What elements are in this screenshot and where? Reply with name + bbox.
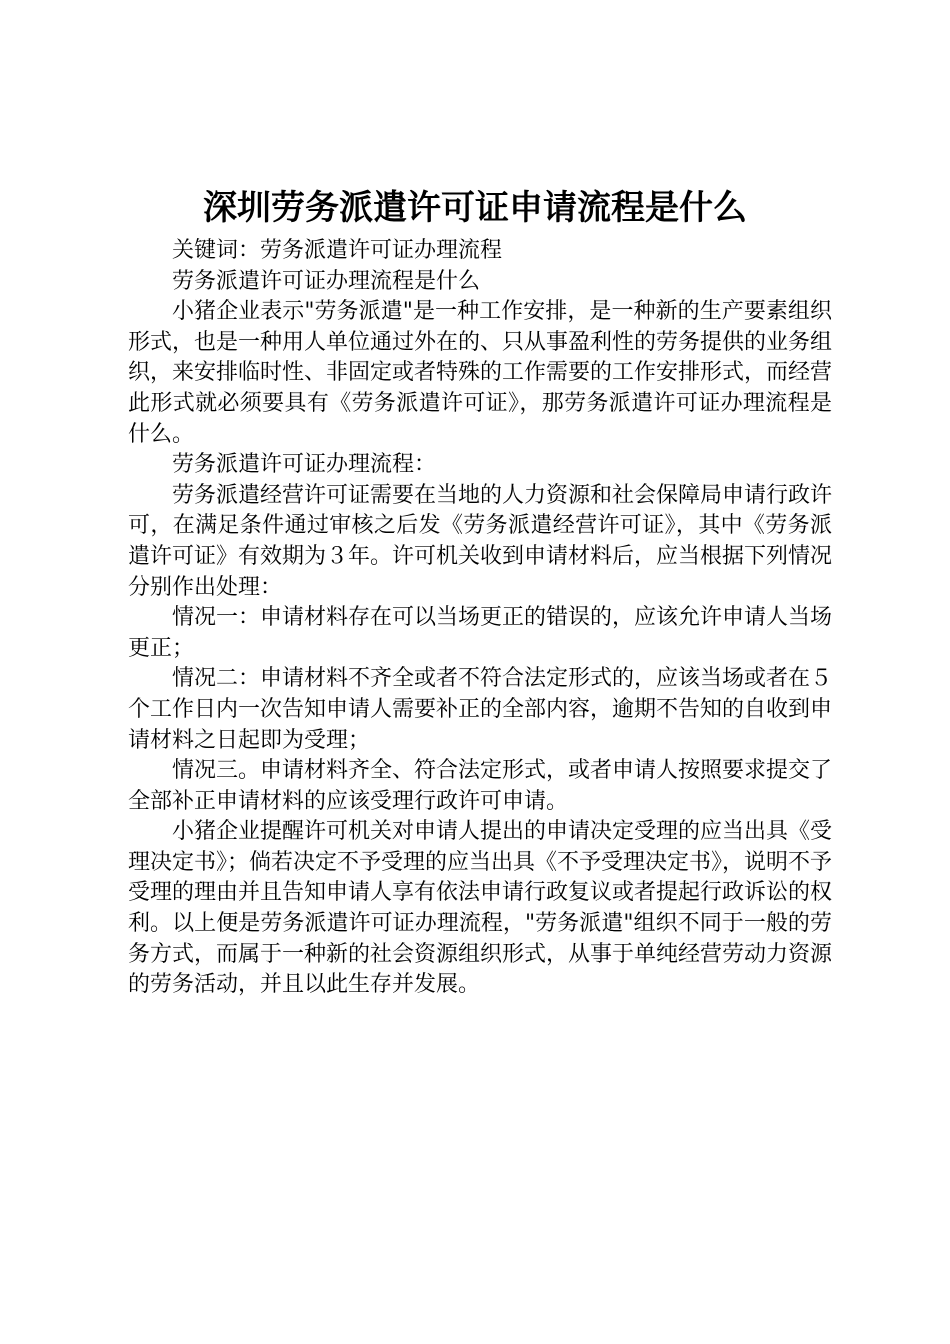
paragraph-conclusion: 小猪企业提醒许可机关对申请人提出的申请决定受理的应当出具《受理决定书》；倘若决定不予受理的应当出具《不予受理决定书》，说明不予受理的理由并且告知申请人享有依法申请行政复议或者提起行政诉讼的权利。以上便是劳务派遣许可证办理流程，"劳务派遣"组织不同于一般的劳务方式，而属于一种新的社会资源组织形式，从事于单纯经营劳动力资源的劳务活动，并且以此生存并发展。 — [128, 819, 833, 998]
paragraph-case-two: 情况二：申请材料不齐全或者不符合法定形式的，应该当场或者在５个工作日内一次告知申请人需要补正的全部内容，逾期不告知的自收到申请材料之日起即为受理； — [128, 666, 833, 753]
subtitle-line: 劳务派遣许可证办理流程是什么 — [172, 268, 481, 294]
paragraph-case-three: 情况三。申请材料齐全、符合法定形式，或者申请人按照要求提交了全部补正申请材料的应该受理行政许可申请。 — [128, 758, 833, 814]
document-body — [128, 236, 832, 1001]
paragraph-case-one: 情况一：申请材料存在可以当场更正的错误的，应该允许申请人当场更正； — [128, 605, 833, 661]
paragraph-process-heading: 劳务派遣许可证办理流程： — [172, 452, 437, 478]
document-title: 深圳劳务派遣许可证申请流程是什么 — [203, 188, 747, 228]
paragraph-process: 劳务派遣经营许可证需要在当地的人力资源和社会保障局申请行政许可，在满足条件通过审核之后发《劳务派遣经营许可证》，其中《劳务派遣许可证》有效期为３年。许可机关收到申请材料后，应当根据下列情况分别作出处理： — [128, 482, 833, 600]
paragraph-intro: 小猪企业表示"劳务派遣"是一种工作安排，是一种新的生产要素组织形式，也是一种用人单位通过外在的、只从事盈利性的劳务提供的业务组织，来安排临时性、非固定或者特殊的工作需要的工作安排形式，而经营此形式就必须要具有《劳务派遣许可证》，那劳务派遣许可证办理流程是什么。 — [128, 299, 833, 447]
keywords-line: 关键词：劳务派遣许可证办理流程 — [172, 238, 503, 263]
